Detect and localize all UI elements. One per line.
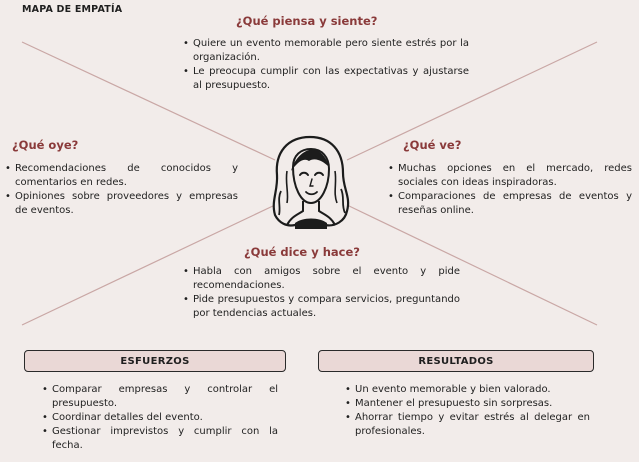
quadrant-list-piensa bbox=[183, 37, 469, 93]
quadrant-title-dice: ¿Qué dice y hace? bbox=[244, 245, 360, 259]
quadrant-list-ve bbox=[388, 162, 632, 218]
list-item: • Le preocupa cumplir con las expectativas y ajustarse al presupuesto. bbox=[183, 65, 469, 93]
list-item: • Coordinar detalles del evento. bbox=[42, 411, 278, 425]
list-item: • Pide presupuestos y compara servicios, preguntando por tendencias actuales. bbox=[183, 293, 460, 321]
resultados-list bbox=[345, 383, 590, 439]
list-item: • Mantener el presupuesto sin sorpresas. bbox=[345, 397, 590, 411]
quadrant-title-ve: ¿Qué ve? bbox=[403, 138, 462, 152]
quadrant-title-piensa: ¿Qué piensa y siente? bbox=[236, 14, 378, 28]
list-item: • Quiere un evento memorable pero siente estrés por la organización. bbox=[183, 37, 469, 65]
list-item: • Comparar empresas y controlar el presupuesto. bbox=[42, 383, 278, 411]
map-title: MAPA DE EMPATÍA bbox=[22, 4, 123, 15]
list-item: • Gestionar imprevistos y cumplir con la fecha. bbox=[42, 425, 278, 453]
list-item: • Muchas opciones en el mercado, redes sociales con ideas inspiradoras. bbox=[388, 162, 632, 190]
list-item: • Comparaciones de empresas de eventos y reseñas online. bbox=[388, 190, 632, 218]
quadrant-list-dice bbox=[183, 265, 460, 321]
resultados-header: RESULTADOS bbox=[318, 350, 594, 372]
list-item: • Ahorrar tiempo y evitar estrés al delegar en profesionales. bbox=[345, 411, 590, 439]
list-item: • Opiniones sobre proveedores y empresas de eventos. bbox=[5, 190, 238, 218]
woman-face-icon bbox=[265, 131, 355, 231]
quadrant-list-oye bbox=[5, 162, 238, 218]
esfuerzos-list bbox=[42, 383, 278, 453]
list-item: • Recomendaciones de conocidos y comentarios en redes. bbox=[5, 162, 238, 190]
quadrant-title-oye: ¿Qué oye? bbox=[12, 138, 79, 152]
esfuerzos-header: ESFUERZOS bbox=[24, 350, 286, 372]
list-item: • Un evento memorable y bien valorado. bbox=[345, 383, 590, 397]
list-item: • Habla con amigos sobre el evento y pide recomendaciones. bbox=[183, 265, 460, 293]
